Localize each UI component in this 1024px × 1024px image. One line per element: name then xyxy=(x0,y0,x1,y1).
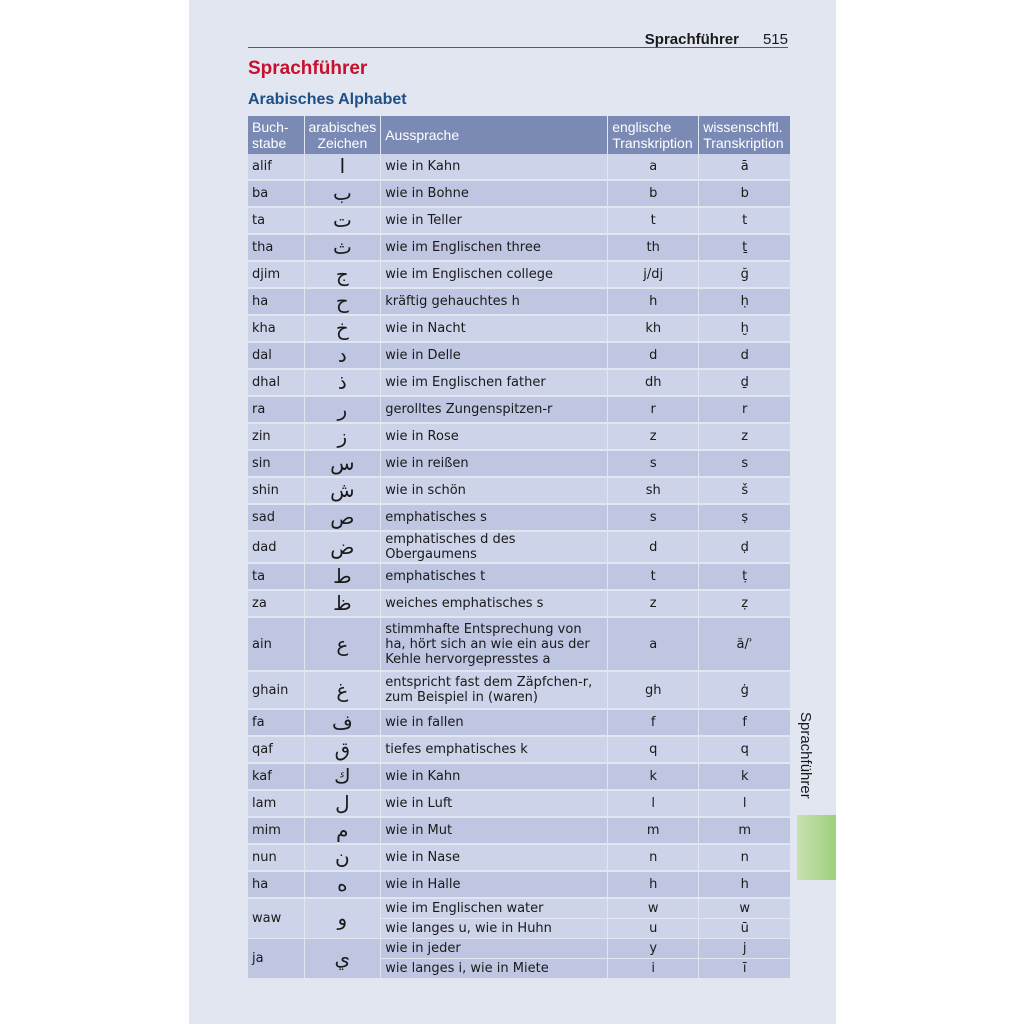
cell-english-transcription: a xyxy=(608,617,699,671)
cell-arabic-glyph: ر xyxy=(304,396,381,423)
table-row xyxy=(248,423,791,450)
cell-letter-name: alif xyxy=(248,154,304,180)
cell-pronunciation: wie langes u, wie in Huhn xyxy=(381,919,608,939)
alphabet-table xyxy=(248,116,791,979)
cell-letter-name: ta xyxy=(248,563,304,590)
cell-letter-name: dad xyxy=(248,531,304,563)
table-row xyxy=(248,477,791,504)
cell-english-transcription: z xyxy=(608,590,699,617)
cell-pronunciation: wie in Luft xyxy=(381,790,608,817)
cell-pronunciation: entspricht fast dem Zäpfchen-r, zum Beispiel in (waren) xyxy=(381,671,608,709)
table-row xyxy=(248,450,791,477)
col-header-scientific-line1: wissenschftl. xyxy=(703,119,783,135)
cell-scientific-transcription: r xyxy=(699,396,791,423)
col-header-arabic-line2: Zeichen xyxy=(317,135,368,151)
cell-scientific-transcription: h xyxy=(699,871,791,898)
cell-english-transcription: i xyxy=(608,959,699,979)
cell-arabic-glyph: ط xyxy=(304,563,381,590)
cell-letter-name: nun xyxy=(248,844,304,871)
cell-english-transcription: l xyxy=(608,790,699,817)
cell-pronunciation: wie im Englischen college xyxy=(381,261,608,288)
section-subtitle: Arabisches Alphabet xyxy=(248,91,407,108)
col-header-arabic-line1: arabisches xyxy=(308,119,377,135)
table-row xyxy=(248,342,791,369)
cell-scientific-transcription: j xyxy=(699,939,791,959)
cell-arabic-glyph: س xyxy=(304,450,381,477)
cell-pronunciation: stimmhafte Entsprechung von ha, hört sich an wie ein aus der Kehle hervorgepresstes a xyxy=(381,617,608,671)
cell-scientific-transcription: w xyxy=(699,898,791,919)
cell-arabic-glyph: م xyxy=(304,817,381,844)
cell-pronunciation: wie im Englischen father xyxy=(381,369,608,396)
cell-letter-name: ta xyxy=(248,207,304,234)
table-row xyxy=(248,396,791,423)
cell-english-transcription: s xyxy=(608,504,699,531)
table-row xyxy=(248,180,791,207)
cell-arabic-glyph: و xyxy=(304,898,381,939)
cell-english-transcription: kh xyxy=(608,315,699,342)
cell-scientific-transcription: ṯ xyxy=(699,234,791,261)
cell-scientific-transcription: ḫ xyxy=(699,315,791,342)
cell-pronunciation: wie in Rose xyxy=(381,423,608,450)
cell-arabic-glyph: ش xyxy=(304,477,381,504)
cell-arabic-glyph: ف xyxy=(304,709,381,736)
cell-arabic-glyph: ح xyxy=(304,288,381,315)
cell-letter-name: zin xyxy=(248,423,304,450)
cell-scientific-transcription: ḥ xyxy=(699,288,791,315)
table-row xyxy=(248,736,791,763)
cell-arabic-glyph: ج xyxy=(304,261,381,288)
cell-pronunciation: wie in reißen xyxy=(381,450,608,477)
table-row xyxy=(248,369,791,396)
cell-scientific-transcription: ṭ xyxy=(699,563,791,590)
col-header-pronunciation: Aussprache xyxy=(381,116,608,154)
cell-scientific-transcription: ī xyxy=(699,959,791,979)
cell-english-transcription: t xyxy=(608,207,699,234)
cell-english-transcription: u xyxy=(608,919,699,939)
cell-letter-name: ja xyxy=(248,939,304,979)
table-row xyxy=(248,763,791,790)
cell-pronunciation: wie in Bohne xyxy=(381,180,608,207)
cell-arabic-glyph: ظ xyxy=(304,590,381,617)
cell-scientific-transcription: ġ xyxy=(699,671,791,709)
table-row xyxy=(248,315,791,342)
cell-scientific-transcription: z xyxy=(699,423,791,450)
table-row xyxy=(248,154,791,180)
col-header-scientific xyxy=(699,116,791,154)
cell-pronunciation: wie in Nase xyxy=(381,844,608,871)
cell-scientific-transcription: ḏ xyxy=(699,369,791,396)
cell-scientific-transcription: ā xyxy=(699,154,791,180)
cell-letter-name: waw xyxy=(248,898,304,939)
cell-pronunciation: wie in Kahn xyxy=(381,763,608,790)
cell-letter-name: qaf xyxy=(248,736,304,763)
table-row xyxy=(248,617,791,671)
book-page xyxy=(189,0,836,1024)
table-row xyxy=(248,590,791,617)
table-row xyxy=(248,504,791,531)
cell-letter-name: dhal xyxy=(248,369,304,396)
cell-english-transcription: m xyxy=(608,817,699,844)
cell-arabic-glyph: ذ xyxy=(304,369,381,396)
cell-arabic-glyph: ن xyxy=(304,844,381,871)
cell-arabic-glyph: ص xyxy=(304,504,381,531)
cell-english-transcription: d xyxy=(608,531,699,563)
cell-arabic-glyph: ث xyxy=(304,234,381,261)
table-row xyxy=(248,563,791,590)
cell-scientific-transcription: ḍ xyxy=(699,531,791,563)
cell-english-transcription: t xyxy=(608,563,699,590)
cell-arabic-glyph: خ xyxy=(304,315,381,342)
cell-scientific-transcription: l xyxy=(699,790,791,817)
cell-arabic-glyph: ب xyxy=(304,180,381,207)
cell-english-transcription: dh xyxy=(608,369,699,396)
cell-letter-name: ha xyxy=(248,288,304,315)
cell-english-transcription: d xyxy=(608,342,699,369)
cell-letter-name: djim xyxy=(248,261,304,288)
cell-english-transcription: k xyxy=(608,763,699,790)
cell-arabic-glyph: د xyxy=(304,342,381,369)
col-header-english xyxy=(608,116,699,154)
cell-english-transcription: h xyxy=(608,288,699,315)
cell-letter-name: ha xyxy=(248,871,304,898)
cell-english-transcription: th xyxy=(608,234,699,261)
cell-english-transcription: s xyxy=(608,450,699,477)
cell-letter-name: tha xyxy=(248,234,304,261)
cell-scientific-transcription: š xyxy=(699,477,791,504)
cell-letter-name: dal xyxy=(248,342,304,369)
cell-arabic-glyph: ه xyxy=(304,871,381,898)
cell-letter-name: lam xyxy=(248,790,304,817)
cell-pronunciation: wie in Mut xyxy=(381,817,608,844)
running-head-title: Sprachführer xyxy=(644,31,739,48)
cell-scientific-transcription: m xyxy=(699,817,791,844)
chapter-thumb-tab xyxy=(797,815,836,880)
cell-scientific-transcription: ṣ xyxy=(699,504,791,531)
cell-pronunciation: gerolltes Zungenspitzen-r xyxy=(381,396,608,423)
cell-pronunciation: wie in Teller xyxy=(381,207,608,234)
cell-english-transcription: z xyxy=(608,423,699,450)
cell-arabic-glyph: ا xyxy=(304,154,381,180)
cell-arabic-glyph: ل xyxy=(304,790,381,817)
table-row xyxy=(248,898,791,919)
cell-letter-name: shin xyxy=(248,477,304,504)
cell-letter-name: ghain xyxy=(248,671,304,709)
table-row xyxy=(248,234,791,261)
table-row xyxy=(248,871,791,898)
cell-english-transcription: n xyxy=(608,844,699,871)
cell-english-transcription: h xyxy=(608,871,699,898)
table-row xyxy=(248,261,791,288)
col-header-letter-line2: stabe xyxy=(252,135,287,151)
table-body xyxy=(248,154,791,979)
cell-letter-name: mim xyxy=(248,817,304,844)
table-row xyxy=(248,671,791,709)
col-header-letter-line1: Buch- xyxy=(252,119,289,135)
cell-pronunciation: wie im Englischen three xyxy=(381,234,608,261)
cell-english-transcription: a xyxy=(608,154,699,180)
cell-english-transcription: w xyxy=(608,898,699,919)
cell-pronunciation: wie in fallen xyxy=(381,709,608,736)
cell-scientific-transcription: ẓ xyxy=(699,590,791,617)
col-header-arabic xyxy=(304,116,381,154)
cell-english-transcription: j/dj xyxy=(608,261,699,288)
cell-scientific-transcription: ğ xyxy=(699,261,791,288)
cell-arabic-glyph: ت xyxy=(304,207,381,234)
cell-scientific-transcription: s xyxy=(699,450,791,477)
cell-scientific-transcription: k xyxy=(699,763,791,790)
cell-letter-name: kaf xyxy=(248,763,304,790)
table-row xyxy=(248,288,791,315)
col-header-letter xyxy=(248,116,304,154)
col-header-english-line2: Transkription xyxy=(612,135,693,151)
cell-pronunciation: emphatisches d des Obergaumens xyxy=(381,531,608,563)
page-number: 515 xyxy=(762,31,788,48)
cell-english-transcription: y xyxy=(608,939,699,959)
cell-pronunciation: wie langes i, wie in Miete xyxy=(381,959,608,979)
cell-pronunciation: wie in Nacht xyxy=(381,315,608,342)
cell-letter-name: kha xyxy=(248,315,304,342)
cell-scientific-transcription: b xyxy=(699,180,791,207)
cell-pronunciation: kräftig gehauchtes h xyxy=(381,288,608,315)
cell-letter-name: ra xyxy=(248,396,304,423)
cell-scientific-transcription: q xyxy=(699,736,791,763)
cell-letter-name: za xyxy=(248,590,304,617)
cell-english-transcription: sh xyxy=(608,477,699,504)
cell-english-transcription: r xyxy=(608,396,699,423)
side-chapter-label: Sprachführer xyxy=(797,712,814,799)
cell-pronunciation: wie in jeder xyxy=(381,939,608,959)
cell-arabic-glyph: ض xyxy=(304,531,381,563)
cell-arabic-glyph: ي xyxy=(304,939,381,979)
cell-english-transcription: f xyxy=(608,709,699,736)
col-header-scientific-line2: Transkription xyxy=(703,135,784,151)
cell-pronunciation: wie in Kahn xyxy=(381,154,608,180)
table-row xyxy=(248,817,791,844)
cell-pronunciation: emphatisches s xyxy=(381,504,608,531)
cell-arabic-glyph: ك xyxy=(304,763,381,790)
cell-scientific-transcription: t xyxy=(699,207,791,234)
col-header-english-line1: englische xyxy=(612,119,672,135)
cell-arabic-glyph: ع xyxy=(304,617,381,671)
cell-scientific-transcription: f xyxy=(699,709,791,736)
cell-pronunciation: wie im Englischen water xyxy=(381,898,608,919)
cell-letter-name: sad xyxy=(248,504,304,531)
cell-pronunciation: emphatisches t xyxy=(381,563,608,590)
cell-pronunciation: weiches emphatisches s xyxy=(381,590,608,617)
cell-letter-name: ba xyxy=(248,180,304,207)
table-row xyxy=(248,790,791,817)
cell-arabic-glyph: ق xyxy=(304,736,381,763)
cell-scientific-transcription: d xyxy=(699,342,791,369)
cell-english-transcription: gh xyxy=(608,671,699,709)
cell-pronunciation: wie in Halle xyxy=(381,871,608,898)
table-row xyxy=(248,939,791,959)
cell-scientific-transcription: ū xyxy=(699,919,791,939)
cell-letter-name: fa xyxy=(248,709,304,736)
cell-english-transcription: q xyxy=(608,736,699,763)
table-row xyxy=(248,207,791,234)
cell-pronunciation: wie in Delle xyxy=(381,342,608,369)
cell-letter-name: sin xyxy=(248,450,304,477)
table-header-row xyxy=(248,116,791,154)
cell-pronunciation: wie in schön xyxy=(381,477,608,504)
table-row xyxy=(248,844,791,871)
cell-arabic-glyph: غ xyxy=(304,671,381,709)
page-title: Sprachführer xyxy=(248,58,368,79)
cell-letter-name: ain xyxy=(248,617,304,671)
table-row xyxy=(248,531,791,563)
cell-pronunciation: tiefes emphatisches k xyxy=(381,736,608,763)
cell-arabic-glyph: ز xyxy=(304,423,381,450)
cell-english-transcription: b xyxy=(608,180,699,207)
cell-scientific-transcription: n xyxy=(699,844,791,871)
table-row xyxy=(248,709,791,736)
cell-scientific-transcription: ă/ʾ xyxy=(699,617,791,671)
